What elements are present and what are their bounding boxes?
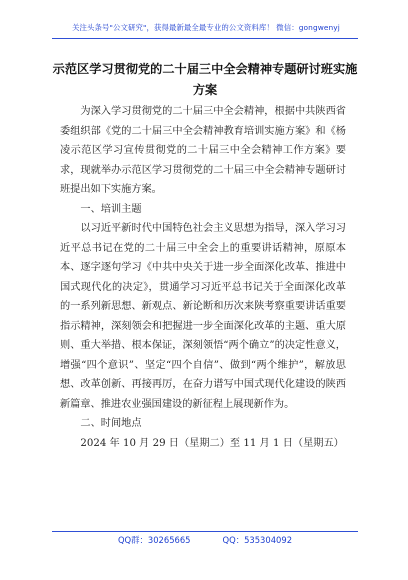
qq-number: QQ：535304092 xyxy=(222,535,293,545)
intro-paragraph: 为深入学习贯彻党的二十届三中全会精神，根据中共陕西省委组织部《党的二十届三中全会精神教育培训实施方案》和《杨凌示范区学习宣传贯彻党的二十届三中全会精神工作方案》要求，现就举办示范区学习贯彻党的二十届三中全会精神专题研讨班提出如下实施方案。 xyxy=(60,106,346,195)
theme-paragraph: 以习近平新时代中国特色社会主义思想为指导，深入学习习近平总书记在党的二十届三中全会上的重要讲话精神，原原本本、逐字逐句学习《中共中央关于进一步全面深化改革、推进中国式现代化的决定》，贯通学习习近平总书记关于全面深化改革的一系列新思想、新观点、新论断和历次来陕考察重要讲话重要指示精神，深刻领会和把握进一步全面深化改革的主题、重大原则、重大举措、根本保证，深刻领悟“两个确立”的决定性意义，增强“四个意识”、坚定“四个自信”、做到“两个维护”，解放思想、改革创新、再接再厉，在奋力谱写中国式现代化建设的陕西新篇章、推进农业强国建设的新征程上展现新作为。 xyxy=(60,223,346,410)
footer-contacts xyxy=(52,534,358,546)
document-body xyxy=(60,102,346,453)
header-divider xyxy=(52,38,358,39)
time-paragraph: 2024 年 10 月 29 日（星期二）至 11 月 1 日（星期五） xyxy=(80,437,344,449)
document-title-continued: 方案 xyxy=(192,83,218,97)
section-heading-theme: 一、培训主题 xyxy=(80,203,142,215)
document-title: 示范区学习贯彻党的二十届三中全会精神专题研讨班实施 xyxy=(52,62,358,76)
footer-divider xyxy=(52,531,358,532)
qq-group-number: QQ群：30265665 xyxy=(117,535,191,545)
section-heading-time-place: 二、时间地点 xyxy=(80,418,142,429)
header-banner: 关注头条号"公文研究"，获得最新最全最专业的公文资料库！ 微信：gongwenyj xyxy=(72,23,340,32)
